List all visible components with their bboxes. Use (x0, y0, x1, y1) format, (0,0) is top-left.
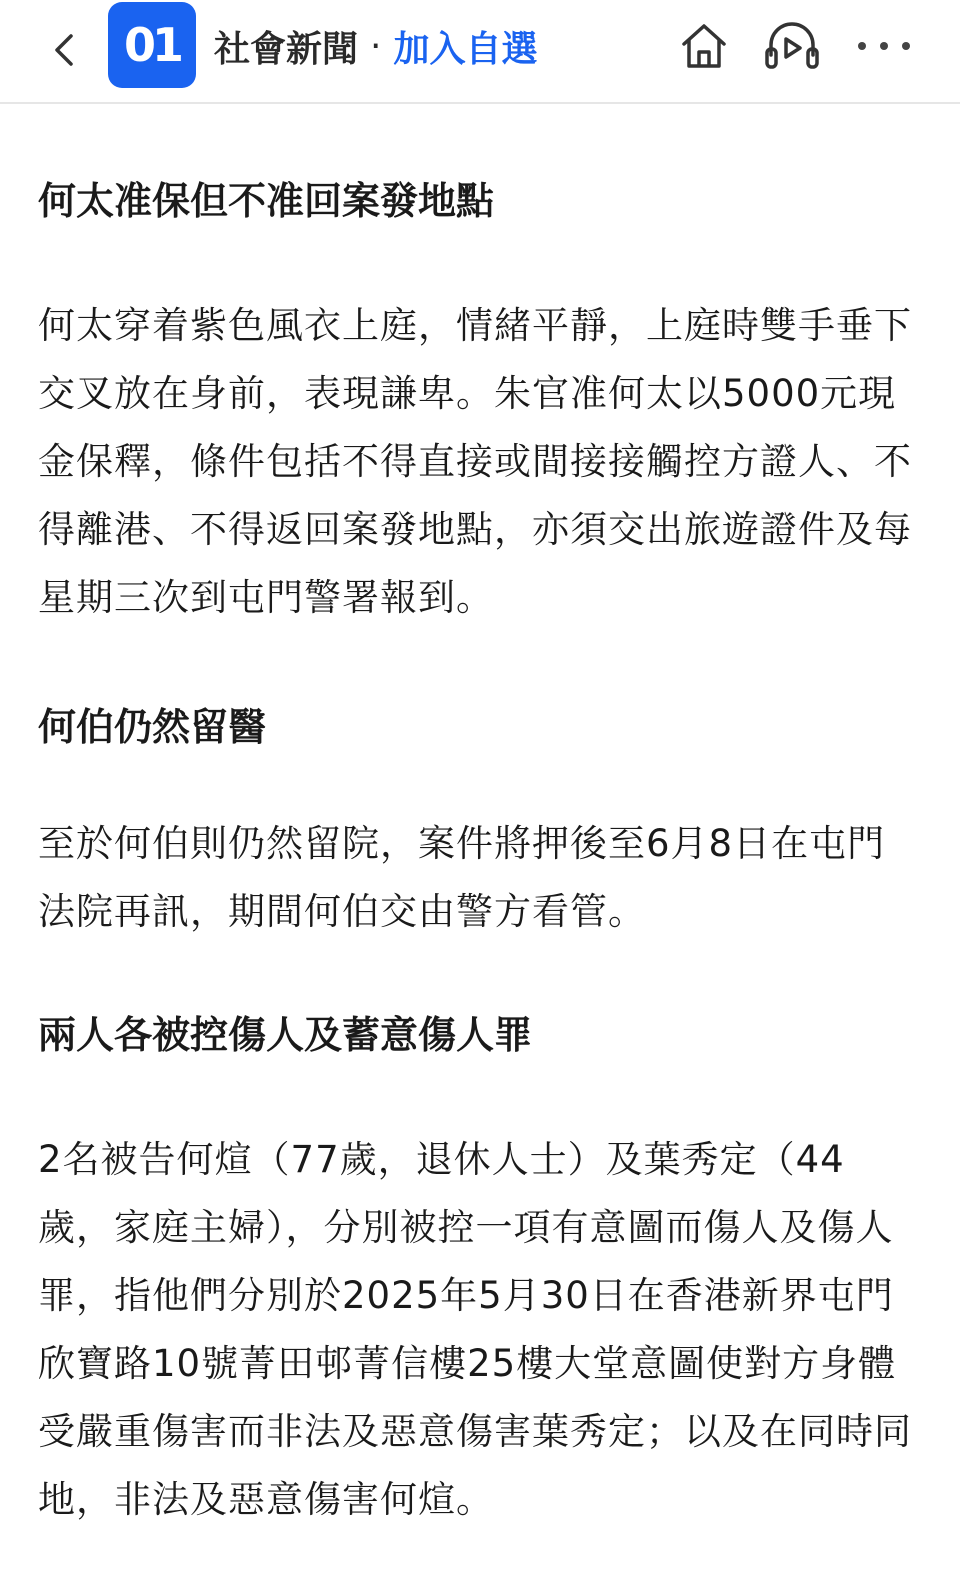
section-paragraph: 至於何伯則仍然留院，案件將押後至6月8日在屯門法院再訊，期間何伯交由警方看管。 (38, 822, 886, 933)
audio-play-icon (763, 17, 821, 75)
section-heading: 何伯仍然留醫 (38, 705, 267, 749)
channel-separator: · (370, 25, 382, 67)
back-chevron-icon (49, 32, 79, 68)
channel-logo[interactable] (108, 2, 196, 88)
channel-header (214, 20, 537, 72)
article-body (38, 104, 918, 1534)
top-nav-bar (0, 0, 960, 104)
channel-name[interactable]: 社會新聞 (214, 28, 359, 70)
home-icon (678, 20, 730, 72)
section-heading: 何太准保但不准回案發地點 (38, 179, 495, 223)
more-dots-icon (854, 36, 914, 56)
back-button[interactable] (36, 22, 92, 78)
section-paragraph: 2名被告何煊（77歲，退休人士）及葉秀定（44歲，家庭主婦），分別被控一項有意圖而傷人及傷人罪，指他們分別於2025年5月30日在香港新界屯門欣寶路10號菁田邨菁信樓25樓大堂意圖使對方身體受嚴重傷害而非法及惡意傷害葉秀定；以及在同時同地，非法及惡意傷害何煊。 (38, 1138, 912, 1521)
section-heading: 兩人各被控傷人及蓄意傷人罪 (38, 1013, 533, 1057)
home-button[interactable] (674, 16, 734, 76)
more-options-button[interactable] (852, 16, 916, 76)
logo-text: 01 (123, 18, 180, 72)
audio-button[interactable] (762, 16, 822, 76)
follow-channel-link[interactable]: 加入自選 (393, 28, 538, 70)
section-paragraph: 何太穿着紫色風衣上庭，情緒平靜，上庭時雙手垂下交叉放在身前，表現謙卑。朱官准何太以5000元現金保釋，條件包括不得直接或間接接觸控方證人、不得離港、不得返回案發地點，亦須交出旅遊證件及每星期三次到屯門警署報到。 (38, 304, 912, 619)
